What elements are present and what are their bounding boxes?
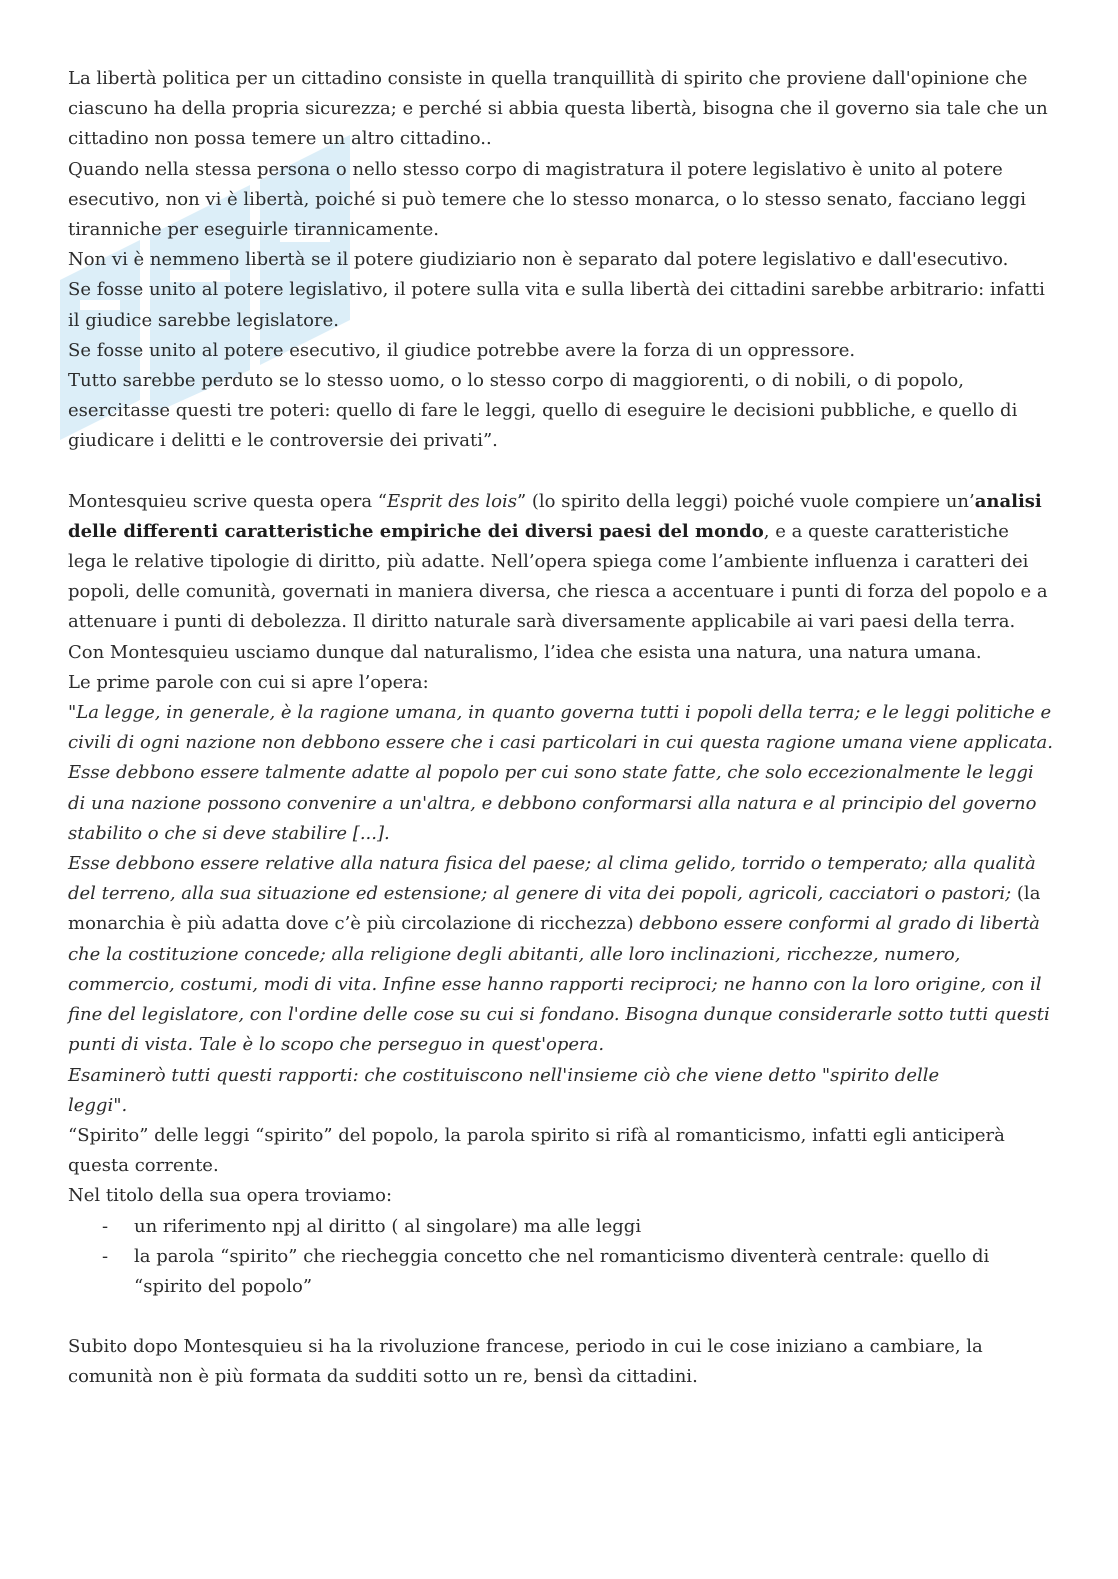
quote-relative-natura (68, 849, 1053, 1060)
text-segment: ” (lo spirito della leggi) poiché vuole compiere un’ (516, 490, 975, 512)
quote-esaminero-end: leggi". (68, 1094, 128, 1116)
text-segment: , e a queste caratteristiche lega le relative tipologie di diritto, più adatte. Nell’opera spiega come l’ambiente influenza i caratteri dei popoli, delle comunità, governati in maniera diversa, che riesca a accentuare i punti di forza del popolo e a attenuare i punti di debolezza. Il diritto naturale sarà diversamente applicabile ai vari paesi della terra. Con Montesquieu usciamo dunque dal naturalismo, l’idea che esista una natura, una natura umana. (68, 520, 1048, 663)
quote-legge-generale: "La legge, in generale, è la ragione umana, in quanto governa tutti i popoli della terra; e le leggi politiche e civili di ogni nazione non debbono essere che i casi particolari in cui questa ragione umana viene applicata. Esse debbono essere talmente adatte al popolo per cui sono state fatte, che solo eccezionalmente le leggi di una nazione possono convenire a un'altra, e debbono conformarsi alla natura e al principio del governo stabilito o che si deve stabilire [...]. (68, 702, 1054, 844)
quote-segment: Esse debbono essere relative alla natura fisica del paese; al clima gelido, torrido o temperato; alla qualità del terreno, alla sua situazione ed estensione; al genere di vita dei popoli, agricoli, cacciatori o pastori; (68, 853, 1036, 905)
quote-esaminero: Esaminerò tutti questi rapporti: che costituiscono nell'insieme ciò che viene detto "spirito delle (68, 1064, 940, 1086)
text-segment: Montesquieu scrive questa opera “ (68, 490, 388, 512)
paragraph-potere-giudiziario: Non vi è nemmeno libertà se il potere giudiziario non è separato dal potere legislativo e dall'esecutivo. (68, 249, 1009, 271)
note-monarchia: (la monarchia è più adatta dove c’è più circolazione di ricchezza) (68, 883, 1041, 935)
paragraph-potere-unito: Quando nella stessa persona o nello stesso corpo di magistratura il potere legislativo è unito al potere esecutivo, non vi è libertà, poiché si può temere che lo stesso monarca, o lo stesso senato, facciano leggi tiranniche per eseguirle tirannicamente. (68, 158, 1027, 241)
list-item (68, 1242, 1053, 1302)
book-title: Esprit des lois (387, 490, 517, 512)
paragraph-tutto-perduto: Tutto sarebbe perduto se lo stesso uomo, o lo stesso corpo di maggiorenti, o di nobili, o di popolo, esercitasse questi tre poteri: quello di fare le leggi, quello di eseguire le decisioni pubbliche, e quello di giudicare i delitti e le controversie dei privati”. (68, 370, 1018, 452)
dash-marker: - (102, 1215, 109, 1237)
bold-emphasis: analisi delle differenti caratteristiche empiriche dei diversi paesi del mondo (68, 490, 1042, 542)
list-item-text: un riferimento npj al diritto ( al singolare) ma alle leggi (134, 1215, 642, 1237)
paragraph-spirito: “Spirito” delle leggi “spirito” del popolo, la parola spirito si rifà al romanticismo, infatti egli anticiperà questa corrente. (68, 1124, 1005, 1177)
list-item-text: la parola “spirito” che riecheggia concetto che nel romanticismo diventerà centrale: quello di “spirito del popolo” (134, 1245, 990, 1297)
list-item (68, 1212, 1053, 1242)
dash-marker: - (102, 1245, 109, 1267)
paragraph-liberta-politica: La libertà politica per un cittadino consiste in quella tranquillità di spirito che proviene dall'opinione che ciascuno ha della propria sicurezza; e perché si abbia questa libertà, bisogna che il governo sia tale che un cittadino non possa temere un altro cittadino.. (68, 68, 1048, 150)
paragraph-unito-esecutivo: Se fosse unito al potere esecutivo, il giudice potrebbe avere la forza di un oppressore. (68, 339, 856, 361)
paragraph-montesquieu (68, 487, 1053, 668)
paragraph-prime-parole: Le prime parole con cui si apre l’opera: (68, 671, 429, 693)
paragraph-unito-legislativo: Se fosse unito al potere legislativo, il potere sulla vita e sulla libertà dei cittadini sarebbe arbitrario: infatti il giudice sarebbe legislatore. (68, 279, 1045, 331)
paragraph-rivoluzione: Subito dopo Montesquieu si ha la rivoluzione francese, periodo in cui le cose iniziano a cambiare, la comunità non è più formata da sudditi sotto un re, bensì da cittadini. (68, 1336, 983, 1388)
paragraph-titolo: Nel titolo della sua opera troviamo: (68, 1185, 393, 1207)
document-page (68, 64, 1053, 1393)
quote-segment: debbono essere conformi al grado di libertà che la costituzione concede; alla religione degli abitanti, alle loro inclinazioni, ricchezze, numero, commercio, costumi, modi di vita. Infine esse hanno rapporti reciproci; ne hanno con la loro origine, con il fine del legislatore, con l'ordine delle cose su cui si fondano. Bisogna dunque considerarle sotto tutti questi punti di vista. Tale è lo scopo che perseguo in quest'opera. (68, 913, 1050, 1056)
bullet-list (68, 1212, 1053, 1303)
